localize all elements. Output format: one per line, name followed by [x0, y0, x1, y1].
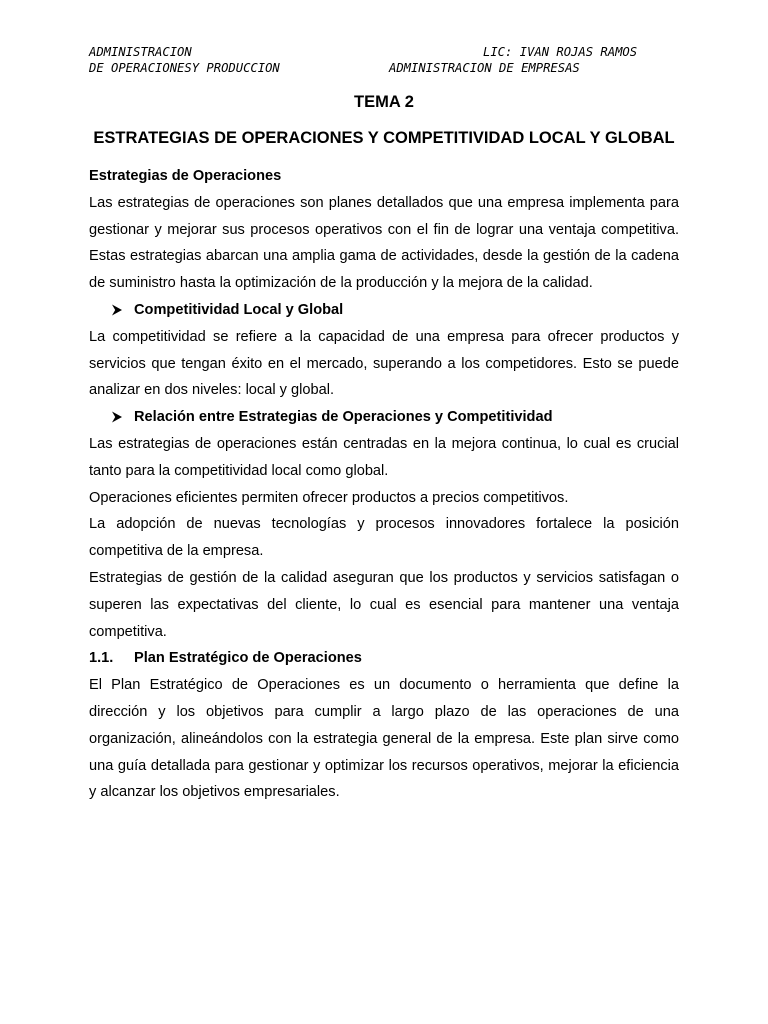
- header-top-left: ADMINISTRACION: [89, 45, 192, 59]
- topic-number: TEMA 2: [354, 93, 414, 111]
- document-title: ESTRATEGIAS DE OPERACIONES Y COMPETITIVIDAD LOCAL Y GLOBAL: [93, 129, 675, 147]
- bullet-heading-label: Relación entre Estrategias de Operaciones y Competitividad: [134, 409, 553, 426]
- bullet-heading-label: Competitividad Local y Global: [134, 301, 344, 318]
- paragraph: Estrategias de gestión de la calidad aseguran que los productos y servicios satisfagan o superen las expectativas del cliente, lo cual es esencial para mantener una ventaja competitiva.: [89, 569, 679, 640]
- paragraph: La adopción de nuevas tecnologías y procesos innovadores fortalece la posición competitiva de la empresa.: [89, 516, 679, 560]
- header-bottom-left: DE OPERACIONESY PRODUCCION: [89, 61, 280, 75]
- document-body: [89, 163, 679, 806]
- header-bottom-right: ADMINISTRACION DE EMPRESAS: [389, 61, 580, 75]
- header-top-right: LIC: IVAN ROJAS RAMOS: [483, 45, 638, 59]
- page-header: [89, 44, 679, 78]
- numbered-heading-label: Plan Estratégico de Operaciones: [134, 650, 362, 667]
- heading-number: 1.1.: [89, 650, 114, 667]
- paragraph: El Plan Estratégico de Operaciones es un documento o herramienta que define la dirección y los objetivos para cumplir a largo plazo de las operaciones de una organización, alineándolos con la estrategia general de la empresa. Este plan sirve como una guía detallada para gestionar y optimizar los recursos operativos, mejorar la eficiencia y alcanzar los objetivos empresariales.: [89, 677, 679, 801]
- bullet-heading: [89, 404, 679, 431]
- arrowhead-bullet-icon: [111, 304, 134, 316]
- paragraph: Operaciones eficientes permiten ofrecer productos a precios competitivos.: [89, 489, 569, 506]
- paragraph: La competitividad se refiere a la capacidad de una empresa para ofrecer productos y servicios que tengan éxito en el mercado, superando a los competidores. Esto se puede analizar en dos niveles: local y global.: [89, 328, 679, 399]
- bullet-heading: [89, 297, 679, 324]
- numbered-heading: [89, 645, 679, 672]
- arrowhead-bullet-icon: [111, 411, 134, 423]
- section-heading: Estrategias de Operaciones: [89, 168, 282, 184]
- paragraph: Las estrategias de operaciones están centradas en la mejora continua, lo cual es crucial tanto para la competitividad local como global.: [89, 435, 679, 479]
- paragraph: Las estrategias de operaciones son planes detallados que una empresa implementa para gestionar y mejorar sus procesos operativos con el fin de lograr una ventaja competitiva. Estas estrategias abarcan una amplia gama de actividades, desde la gestión de la cadena de suministro hasta la optimización de la producción y la mejora de la calidad.: [89, 194, 679, 292]
